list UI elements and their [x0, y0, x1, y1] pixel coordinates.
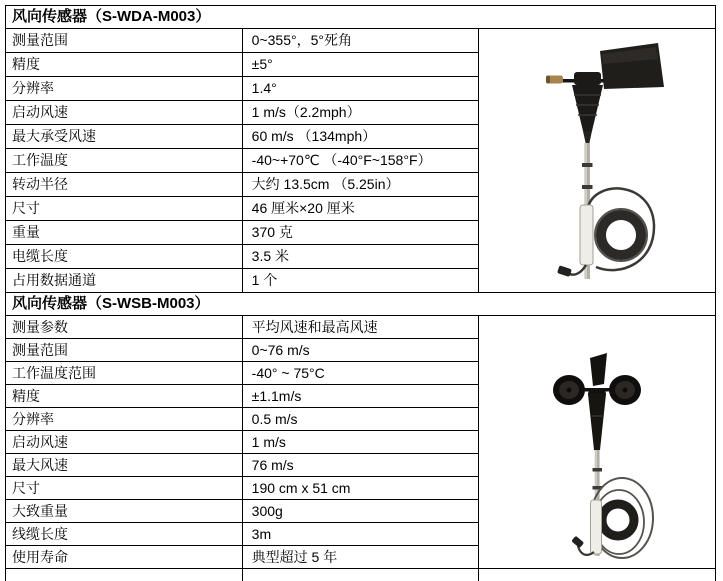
spec-label: 转动半径: [6, 173, 243, 197]
spec-value: -40~+70℃ （-40°F~158°F）: [242, 149, 479, 173]
spec-row: [6, 29, 716, 53]
spec-value: 300g: [242, 500, 479, 523]
clipped-cell: [6, 569, 243, 581]
spec-value: 平均风速和最高风速: [242, 316, 479, 339]
table-header-row: [6, 6, 716, 29]
spec-value: 大约 13.5cm （5.25in）: [242, 173, 479, 197]
spec-label: 使用寿命: [6, 546, 243, 569]
spec-value: 60 m/s （134mph）: [242, 125, 479, 149]
spec-label: 重量: [6, 221, 243, 245]
spec-value: 0~76 m/s: [242, 339, 479, 362]
spec-value: 1 m/s: [242, 431, 479, 454]
spec-value: 1 m/s（2.2mph）: [242, 101, 479, 125]
spec-label: 最大风速: [6, 454, 243, 477]
spec-label: 分辨率: [6, 77, 243, 101]
spec-value: 1 个: [242, 269, 479, 293]
spec-label: 测量参数: [6, 316, 243, 339]
spec-value: ±1.1m/s: [242, 385, 479, 408]
spec-value: -40° ~ 75°C: [242, 362, 479, 385]
spec-label: 启动风速: [6, 431, 243, 454]
spec-label: 启动风速: [6, 101, 243, 125]
spec-row: [6, 316, 716, 339]
spec-label: 工作温度: [6, 149, 243, 173]
spec-value: 3.5 米: [242, 245, 479, 269]
spec-value: 190 cm x 51 cm: [242, 477, 479, 500]
wind-vane-sensor-photo: [479, 29, 716, 293]
spec-label: 最大承受风速: [6, 125, 243, 149]
spec-value: 典型超过 5 年: [242, 546, 479, 569]
spec-label: 工作温度范围: [6, 362, 243, 385]
spec-table-wda-m003: [5, 5, 716, 293]
spec-value: 46 厘米×20 厘米: [242, 197, 479, 221]
wind-vane-sensor-illustration: [522, 37, 672, 285]
spec-document: [5, 5, 716, 581]
clipped-cell: [479, 569, 716, 581]
spec-value: 0~355°，5°死角: [242, 29, 479, 53]
spec-value: 3m: [242, 523, 479, 546]
table-header-row: [6, 293, 716, 316]
table-title: 风向传感器（S-WSB-M003）: [6, 293, 716, 316]
spec-label: 尺寸: [6, 477, 243, 500]
clipped-cell: [242, 569, 479, 581]
spec-label: 测量范围: [6, 29, 243, 53]
spec-label: 分辨率: [6, 408, 243, 431]
spec-value: 76 m/s: [242, 454, 479, 477]
spec-value: ±5°: [242, 53, 479, 77]
spec-value: 1.4°: [242, 77, 479, 101]
spec-value: 370 克: [242, 221, 479, 245]
spec-value: 0.5 m/s: [242, 408, 479, 431]
spec-table-wsb-m003: [5, 292, 716, 581]
cup-anemometer-illustration: [522, 322, 672, 562]
spec-label: 电缆长度: [6, 245, 243, 269]
spec-label: 占用数据通道: [6, 269, 243, 293]
clipped-partial-row: [6, 569, 716, 581]
table-title: 风向传感器（S-WDA-M003）: [6, 6, 716, 29]
cup-anemometer-sensor-photo: [479, 316, 716, 569]
spec-label: 精度: [6, 53, 243, 77]
spec-label: 测量范围: [6, 339, 243, 362]
spec-label: 精度: [6, 385, 243, 408]
spec-label: 大致重量: [6, 500, 243, 523]
spec-label: 尺寸: [6, 197, 243, 221]
spec-label: 线缆长度: [6, 523, 243, 546]
